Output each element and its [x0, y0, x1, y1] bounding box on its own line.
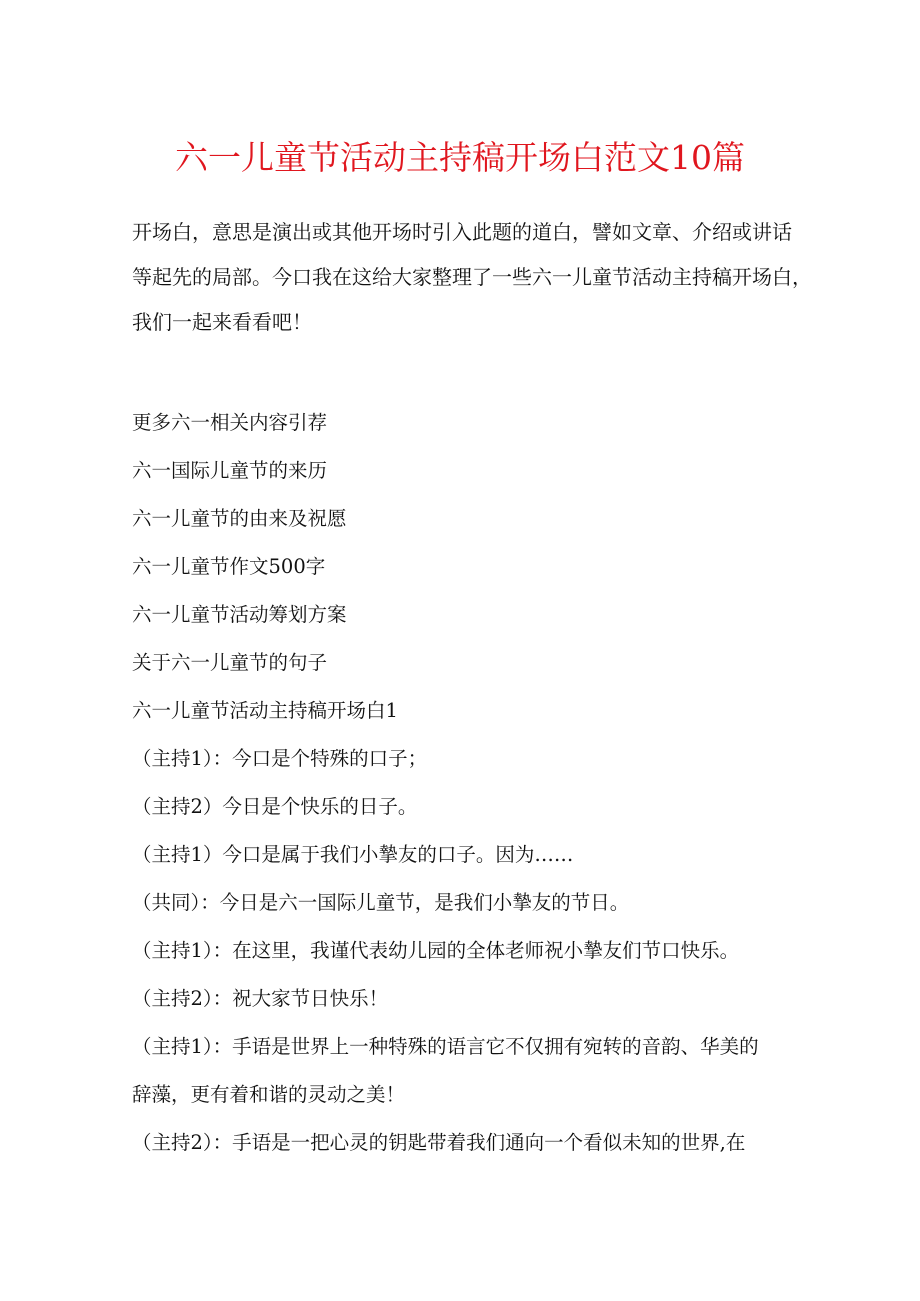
related-link: 六一儿童节作文500字	[132, 555, 326, 578]
related-link: 六一儿童节活动筹划方案	[132, 603, 347, 626]
script-line: （主持2）：祝大家节日快乐！	[132, 987, 389, 1010]
related-link: 关于六一儿童节的句子	[132, 651, 328, 674]
intro-paragraph	[132, 210, 812, 345]
related-heading: 更多六一相关内容引荐	[132, 411, 328, 434]
intro-line: 开场白，意思是演出或其他开场时引入此题的道白，譬如文章、介绍或讲话	[132, 220, 792, 244]
script-line: （主持2）今日是个快乐的日子。	[132, 795, 418, 818]
script-line: （主持1）：手语是世界上一种特殊的语言它不仅拥有宛转的音韵、华美的	[132, 1035, 759, 1058]
script-line: （共同）：今日是六一国际儿童节，是我们小摯友的节日。	[132, 891, 630, 914]
script-line: （主持2）：手语是一把心灵的钥匙带着我们通向一个看似未知的世界,在	[132, 1131, 746, 1154]
document-title: 六一儿童节活动主持稿开场白范文10篇	[175, 138, 745, 177]
section-heading: 六一儿童节活动主持稿开场白1	[132, 699, 398, 722]
related-link: 六一国际儿童节的来历	[132, 459, 328, 482]
script-line: （主持1）今口是属于我们小摯友的口子。因为……	[132, 843, 574, 866]
intro-line: 我们一起来看看吧！	[132, 310, 312, 334]
intro-line: 等起先的局部。今口我在这给大家整理了一些六一儿童节活动主持稿开场白，	[132, 265, 812, 289]
related-link: 六一儿童节的由来及祝愿	[132, 507, 347, 530]
script-line: （主持1）：今口是个特殊的口子；	[132, 747, 428, 770]
script-line: （主持1）：在这里，我谨代表幼儿园的全体老师祝小摯友们节口快乐。	[132, 939, 740, 962]
script-line: 辞藻，更有着和谐的灵动之美！	[132, 1083, 406, 1106]
